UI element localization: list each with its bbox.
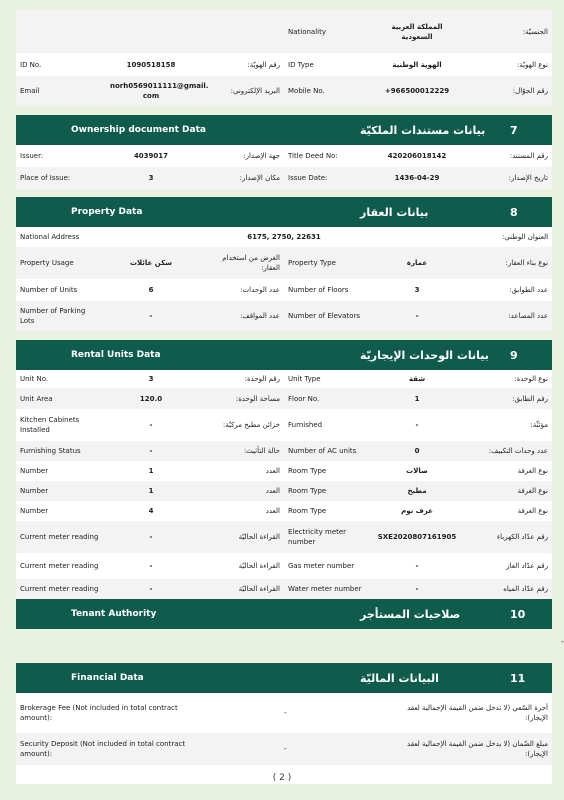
meter-reading-label-ar: القراءة الحاليّة	[238, 533, 280, 541]
meter-reading-value: -	[149, 533, 153, 541]
room-type-label: Room Type	[288, 487, 327, 495]
nationality-value: المملكة العربية السعودية	[391, 22, 443, 41]
email-value: norh0569011111@gmail. com	[110, 82, 209, 100]
room-number-label: Number	[20, 487, 49, 495]
gas-meter-label: Gas meter number	[288, 562, 355, 570]
furnished-label: Furnished	[288, 421, 323, 429]
water-meter-label: Water meter number	[288, 585, 362, 593]
room-type-value: مطبخ	[407, 487, 427, 495]
financial-table	[16, 693, 552, 784]
section-title-en: Financial Data	[71, 673, 144, 683]
deed-value: 420206018142	[387, 152, 447, 160]
water-meter-value: -	[415, 585, 419, 593]
unit-type-label-ar: نوع الوحدة:	[514, 375, 548, 383]
unit-area-value: 120.0	[139, 394, 163, 403]
page-number: ( 2 )	[272, 773, 292, 783]
deed-label: Title Deed No:	[288, 152, 338, 160]
section-title-ar: البيانات الماليّة	[360, 671, 439, 685]
ownership-table	[16, 145, 552, 189]
room-type-label-ar: نوع الغرفة	[517, 487, 548, 495]
gas-meter-value: -	[415, 562, 419, 570]
parking-label-ar: عدد المواقف:	[240, 312, 280, 320]
room-number-label-ar: العدد	[265, 487, 280, 495]
ac-units-label-ar: عدد وحدات التكييف:	[488, 447, 548, 455]
floors-value: 3	[414, 286, 420, 294]
room-number-value: 4	[148, 507, 154, 515]
property-type-label-ar: نوع بناء العقار:	[505, 259, 549, 267]
furnishing-status-value: -	[149, 447, 153, 455]
electricity-meter-label: Electricity meter number	[288, 528, 347, 546]
section-number: 7	[510, 123, 518, 137]
id-no-label: ID No.	[20, 60, 42, 69]
section-title-ar: بيانات العقار	[360, 205, 429, 219]
room-number-label-ar: العدد	[265, 467, 280, 475]
section-7-header	[16, 115, 552, 145]
usage-label: Property Usage	[20, 259, 74, 267]
tenant-authority-note: -	[561, 637, 564, 646]
units-label-ar: عدد الوحدات:	[240, 286, 280, 294]
kitchen-label-ar: خزائن مطبخ مركبّة:	[222, 421, 280, 429]
section-title-en: Property Data	[71, 207, 143, 217]
room-type-value: صالات	[406, 467, 428, 475]
units-label: Number of Units	[20, 286, 78, 294]
electricity-meter-value: SXE2020807161905	[377, 533, 457, 541]
brokerage-fee-value: -	[284, 709, 287, 717]
security-deposit-value: -	[284, 745, 287, 753]
kitchen-value: -	[149, 421, 153, 429]
section-8-header	[16, 197, 552, 227]
usage-value: سكن عائلات	[129, 259, 173, 267]
usage-label-ar: الغرض من استخدام العقار:	[222, 254, 280, 272]
unit-type-value: شقة	[408, 375, 426, 383]
issuer-value: 4039017	[133, 152, 169, 160]
room-number-value: 1	[148, 487, 154, 495]
id-no-label-ar: رقم الهويّة:	[247, 60, 280, 69]
units-value: 6	[148, 286, 154, 294]
room-type-label: Room Type	[288, 467, 327, 475]
unit-area-label: Unit Area	[20, 394, 53, 403]
section-number: 11	[510, 671, 526, 685]
unit-type-label: Unit Type	[288, 375, 321, 383]
room-number-label: Number	[20, 467, 49, 475]
section-title-ar: صلاحيات المستأجر	[360, 607, 461, 621]
nationality-label: Nationality	[288, 27, 327, 36]
meter-reading-label: Current meter reading	[20, 562, 99, 570]
rental-units-table	[16, 370, 552, 599]
floors-label: Number of Floors	[288, 286, 349, 294]
meter-reading-label: Current meter reading	[20, 533, 99, 541]
email-label: Email	[20, 87, 40, 95]
room-type-label-ar: نوع الغرفة	[517, 507, 548, 515]
id-type-label-ar: نوع الهويّة:	[517, 60, 548, 69]
id-type-value: الهوية الوطنية	[392, 60, 442, 69]
section-title-en: Tenant Authority	[71, 609, 157, 619]
section-number: 10	[510, 607, 526, 621]
address-value: 6175, 2750, 22631	[247, 233, 321, 241]
property-type-label: Property Type	[288, 259, 336, 267]
issue-date-label-ar: تاريخ الإصدار:	[508, 174, 548, 182]
address-label: National Address	[20, 233, 80, 241]
unit-no-label: Unit No.	[20, 375, 49, 383]
room-number-value: 1	[148, 467, 154, 475]
security-deposit-label: Security Deposit (Not included in total contract amount):	[20, 740, 186, 758]
brokerage-fee-label: Brokerage Fee (Not included in total contract amount):	[20, 704, 178, 722]
parking-label: Number of Parking Lots	[20, 307, 86, 325]
section-title-en: Rental Units Data	[71, 350, 161, 360]
meter-reading-label-ar: القراءة الحاليّة	[238, 562, 280, 570]
email-label-ar: البريد الإلكتروني:	[230, 87, 280, 95]
unit-area-label-ar: مساحة الوحدة:	[235, 394, 280, 403]
floor-no-label: Floor No.	[288, 394, 320, 403]
issue-date-value: 1436-04-29	[394, 174, 440, 182]
mobile-label-ar: رقم الجوّال:	[512, 87, 548, 95]
mobile-label: Mobile No.	[288, 87, 325, 95]
furnished-label-ar: مؤثثّة:	[530, 421, 548, 429]
unit-no-label-ar: رقم الوحدة:	[244, 375, 280, 383]
room-number-label: Number	[20, 507, 49, 515]
brokerage-fee-label-ar: أجرة السّعي (لا تدخل ضمن القيمة الإجمالية لعقد الإيجار):	[407, 704, 548, 722]
section-9-header	[16, 340, 552, 370]
issuer-label-ar: جهة الإصدار:	[243, 152, 280, 160]
section-11-header	[16, 663, 552, 693]
room-row	[16, 501, 552, 521]
nationality-label-ar: الجنسيّة:	[522, 27, 548, 36]
room-type-value: غرف نوم	[401, 507, 433, 515]
water-meter-label-ar: رقم عدّاد المياه	[503, 585, 548, 593]
id-no-value: 1090518158	[126, 60, 176, 69]
gas-meter-label-ar: رقم عدّاد الغاز	[506, 562, 548, 570]
section-title-en: Ownership document Data	[71, 125, 206, 135]
meter-reading-value: -	[149, 562, 153, 570]
place-value: 3	[148, 174, 154, 182]
elevators-value: -	[415, 312, 419, 320]
furnishing-status-label-ar: حالة التأثيث:	[243, 447, 280, 455]
mobile-value: +966500012229	[384, 87, 450, 95]
place-label: Place of Issue:	[20, 174, 71, 182]
floor-no-label-ar: رقم الطابق:	[512, 394, 548, 403]
meter-reading-value: -	[149, 585, 153, 593]
furnished-value: -	[415, 421, 419, 429]
electricity-meter-label-ar: رقم عدّاد الكهرباء	[496, 533, 548, 541]
property-type-value: عمارة	[406, 259, 428, 267]
elevators-label: Number of Elevators	[288, 312, 360, 320]
address-label-ar: العنوان الوطني:	[501, 233, 549, 241]
floor-no-value: 1	[414, 394, 420, 403]
id-type-label: ID Type	[288, 60, 314, 69]
meter-reading-label: Current meter reading	[20, 585, 99, 593]
room-row	[16, 481, 552, 501]
furnishing-status-label: Furnishing Status	[20, 447, 81, 455]
parking-value: -	[149, 312, 153, 320]
section-number: 9	[510, 348, 518, 362]
floors-label-ar: عدد الطوابق:	[509, 286, 549, 294]
deed-label-ar: رقم المستند:	[509, 152, 548, 160]
elevators-label-ar: عدد المصاعد:	[508, 312, 549, 320]
issue-date-label: Issue Date:	[288, 174, 328, 182]
place-label-ar: مكان الإصدار:	[239, 174, 280, 182]
room-number-label-ar: العدد	[265, 507, 280, 515]
room-type-label: Room Type	[288, 507, 327, 515]
unit-no-value: 3	[148, 375, 154, 383]
room-row	[16, 461, 552, 481]
property-table	[16, 227, 552, 331]
meter-reading-label-ar: القراءة الحاليّة	[238, 585, 280, 593]
section-10-header	[16, 599, 552, 629]
ac-units-value: 0	[414, 447, 420, 455]
issuer-label: Issuer:	[20, 152, 44, 160]
section-title-ar: بيانات الوحدات الإيجاريّة	[360, 348, 489, 362]
personal-info-table	[16, 10, 552, 106]
kitchen-label: Kitchen Cabinets Installed	[20, 416, 80, 434]
section-number: 8	[510, 205, 518, 219]
contract-page	[16, 10, 564, 784]
ac-units-label: Number of AC units	[288, 447, 357, 455]
room-type-label-ar: نوع الغرفة	[517, 467, 548, 475]
security-deposit-label-ar: مبلغ الضّمان (لا يدخل ضمن القيمة الإجمالية لعقد الإيجار):	[407, 740, 548, 758]
section-title-ar: بيانات مستندات الملكيّة	[360, 123, 486, 137]
